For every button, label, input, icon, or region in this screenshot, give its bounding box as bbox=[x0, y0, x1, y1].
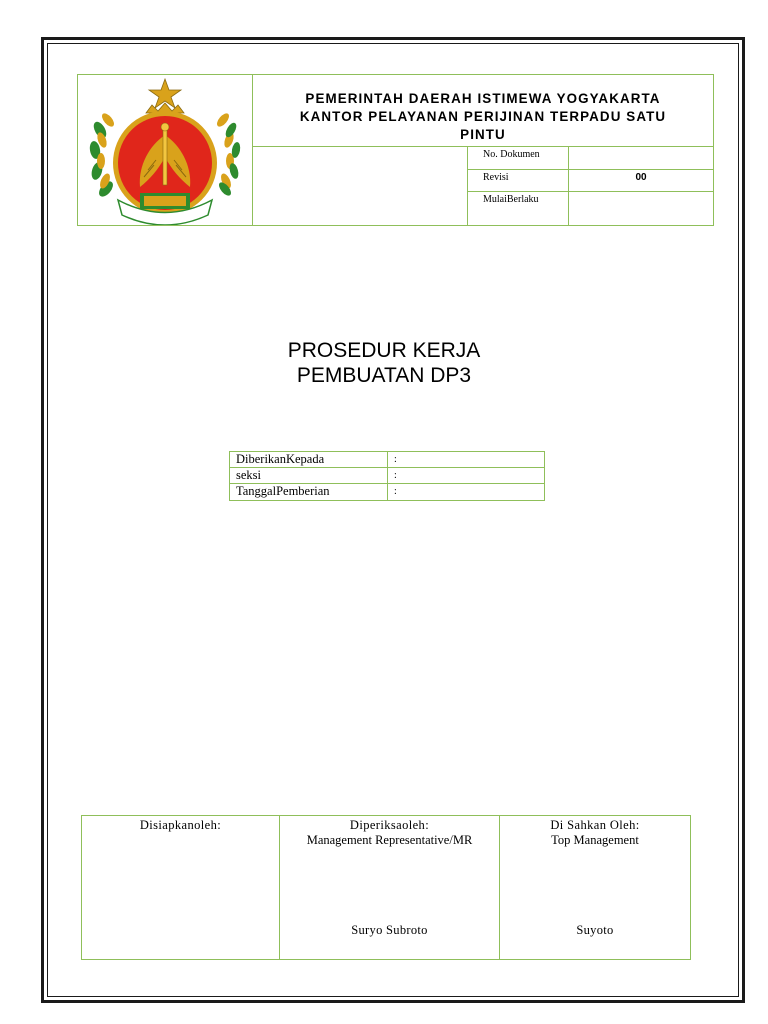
signature-role: Management Representative/MR bbox=[306, 833, 473, 847]
logo-cell bbox=[78, 75, 253, 225]
signature-table bbox=[81, 815, 691, 960]
meta-label: No. Dokumen bbox=[468, 147, 569, 169]
table-row bbox=[230, 468, 544, 484]
document-title-line1: PROSEDUR KERJA bbox=[287, 339, 481, 362]
header-blank-cell bbox=[253, 147, 468, 225]
signature-role: Top Management bbox=[551, 833, 639, 847]
document-title-line2: PEMBUATAN DP3 bbox=[296, 364, 472, 387]
meta-row-revision bbox=[468, 170, 713, 192]
meta-value bbox=[569, 192, 713, 227]
signature-name: Suryo Subroto bbox=[351, 923, 428, 937]
signature-heading: Diperiksaoleh: bbox=[349, 818, 430, 832]
meta-row-document-number bbox=[468, 147, 713, 170]
distribution-label: DiberikanKepada bbox=[236, 452, 325, 466]
meta-row-effective-date bbox=[468, 192, 713, 225]
signature-column-checked bbox=[280, 816, 500, 959]
document-header bbox=[77, 74, 714, 226]
distribution-value: : bbox=[387, 468, 397, 483]
document-title bbox=[0, 338, 768, 388]
table-row bbox=[230, 484, 544, 500]
distribution-label: TanggalPemberian bbox=[236, 484, 330, 498]
yogyakarta-crest-icon bbox=[78, 75, 253, 225]
header-title-cell bbox=[253, 75, 713, 147]
meta-value bbox=[569, 147, 713, 171]
signature-heading: Di Sahkan Oleh: bbox=[550, 818, 640, 832]
header-title-line1: PEMERINTAH DAERAH ISTIMEWA YOGYAKARTA bbox=[305, 91, 661, 106]
distribution-value: : bbox=[387, 452, 397, 467]
meta-value: 00 bbox=[635, 172, 647, 183]
signature-column-prepared bbox=[82, 816, 280, 959]
header-title-line3: PINTU bbox=[460, 127, 506, 142]
meta-label: MulaiBerlaku bbox=[468, 192, 569, 225]
header-title-line2: KANTOR PELAYANAN PERIJINAN TERPADU SATU bbox=[299, 109, 667, 124]
distribution-label: seksi bbox=[236, 468, 261, 482]
signature-heading: Disiapkanoleh: bbox=[139, 818, 222, 832]
signature-name: Suyoto bbox=[576, 923, 614, 937]
table-row bbox=[230, 452, 544, 468]
signature-column-approved bbox=[500, 816, 690, 959]
meta-label: Revisi bbox=[468, 170, 569, 191]
distribution-table bbox=[229, 451, 545, 501]
distribution-value: : bbox=[387, 484, 397, 500]
